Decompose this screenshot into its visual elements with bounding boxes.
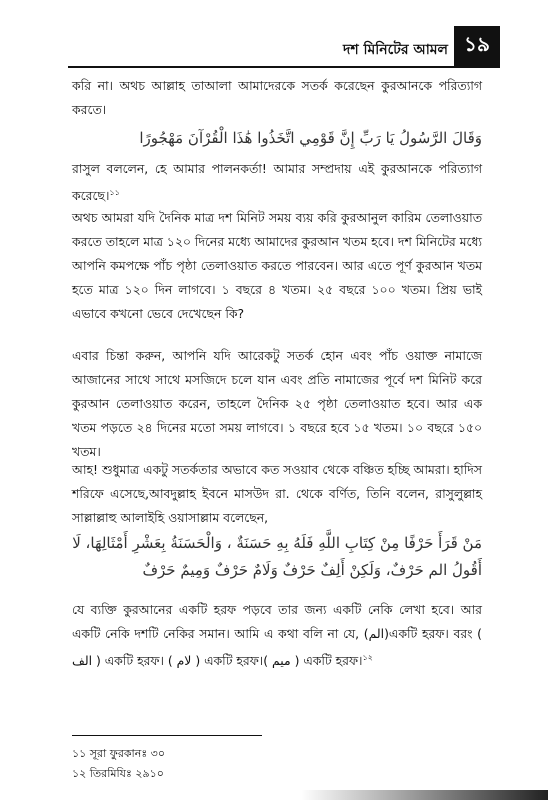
footnote-ref-12: ১২	[362, 653, 373, 662]
decorative-gradient-bar	[300, 790, 548, 800]
paragraph-6-text: যে ব্যক্তি কুরআনের একটি হরফ পড়বে তার জন্য একটি নেকি লেখা হবে। আর একটি নেকি দশটি নেকির সমান। আমি এ কথা বলি না যে, (الم)একটি হরফ। বরং ( الف ) একটি হরফ। ( لام ) একটি হরফ।( ميم ) একটি হরফ।	[72, 602, 482, 669]
arabic-verse: وَقَالَ الرَّسُولُ يَا رَبِّ إِنَّ قَوْمِي اتَّخَذُوا هَٰذَا الْقُرْآنَ مَهْجُورًا	[139, 129, 482, 147]
paragraph-2	[72, 157, 482, 208]
footnote-11: ১১ সূরা ফুরকানঃ ৩০	[72, 747, 165, 760]
paragraph-2-text: রাসুল বললেন, হে আমার পালনকর্তা! আমার সম্প্রদায় এই কুরআনকে পরিত্যাগ করেছে।	[72, 161, 482, 204]
footnote-ref-11: ১১	[109, 188, 120, 197]
footnote-12: ১২ তিরমিযিঃ ২৯১০	[72, 767, 164, 780]
footnote-divider	[72, 735, 262, 736]
page-number-badge: ১৯	[454, 26, 500, 66]
paragraph-6	[72, 598, 482, 673]
arabic-hadith: مَنْ قَرَأَ حَرْفًا مِنْ كِتَابِ اللَّهِ فَلَهُ بِهِ حَسَنَةٌ ، وَالْحَسَنَةُ بِعَشْرِ أَمْثَالِهَا، لَا أَقُولُ الم حَرْفٌ، وَلَكِنْ أَلِفٌ حَرْفٌ وَلَامٌ حَرْفٌ وَمِيمٌ حَرْفٌ	[72, 534, 482, 579]
paragraph-3: অথচ আমরা যদি দৈনিক মাত্র দশ মিনিট সময় ব্যয় করি কুরআনুল কারিম তেলাওয়াত করতে তাহলে মাত্র ১২০ দিনের মধ্যে আমাদের কুরআন খতম হবে। দশ মিনিটের মধ্যে আপনি কমপক্ষে পাঁচ পৃষ্ঠা তেলাওয়াত করতে পারবেন। আর এতে পূর্ণ কুরআন খতম হতে মাত্র ১২০ দিন লাগবে। ১ বছরে ৪ খতম। ২৫ বছরে ১০০ খতম। প্রিয় ভাই এভাবে কখনো ভেবে দেখেছেন কি?	[72, 210, 482, 321]
paragraph-1: করি না। অথচ আল্লাহ তাআলা আমাদেরকে সতর্ক করেছেন কুরআনকে পরিত্যাগ করতে।	[72, 78, 482, 117]
chapter-title: দশ মিনিটের আমল	[342, 42, 448, 58]
header-divider	[68, 66, 500, 68]
paragraph-5: আহ! শুধুমাত্র একটু সতর্কতার অভাবে কত সওয়াব থেকে বঞ্চিত হচ্ছি আমরা। হাদিস শরিফে এসেছে,আবদুল্লাহ ইবনে মাসউদ রা. থেকে বর্ণিত, তিনি বলেন, রাসুলুল্লাহ সাল্লাল্লাহু আলাইহি ওয়াসাল্লাম বলেছেন,	[72, 462, 482, 525]
paragraph-4: এবার চিন্তা করুন, আপনি যদি আরেকটু সতর্ক হোন এবং পাঁচ ওয়াক্ত নামাজে আজানের সাথে সাথে মসজিদে চলে যান এবং প্রতি নামাজের পূর্বে দশ মিনিট করে কুরআন তেলাওয়াত করেন, তাহলে দৈনিক ২৫ পৃষ্ঠা তেলাওয়াত হবে। আর এক খতম পড়তে ২৪ দিনের মতো সময় লাগবে। ১ বছরে হবে ১৫ খতম। ১০ বছরে ১৫০ খতম।	[72, 348, 482, 459]
